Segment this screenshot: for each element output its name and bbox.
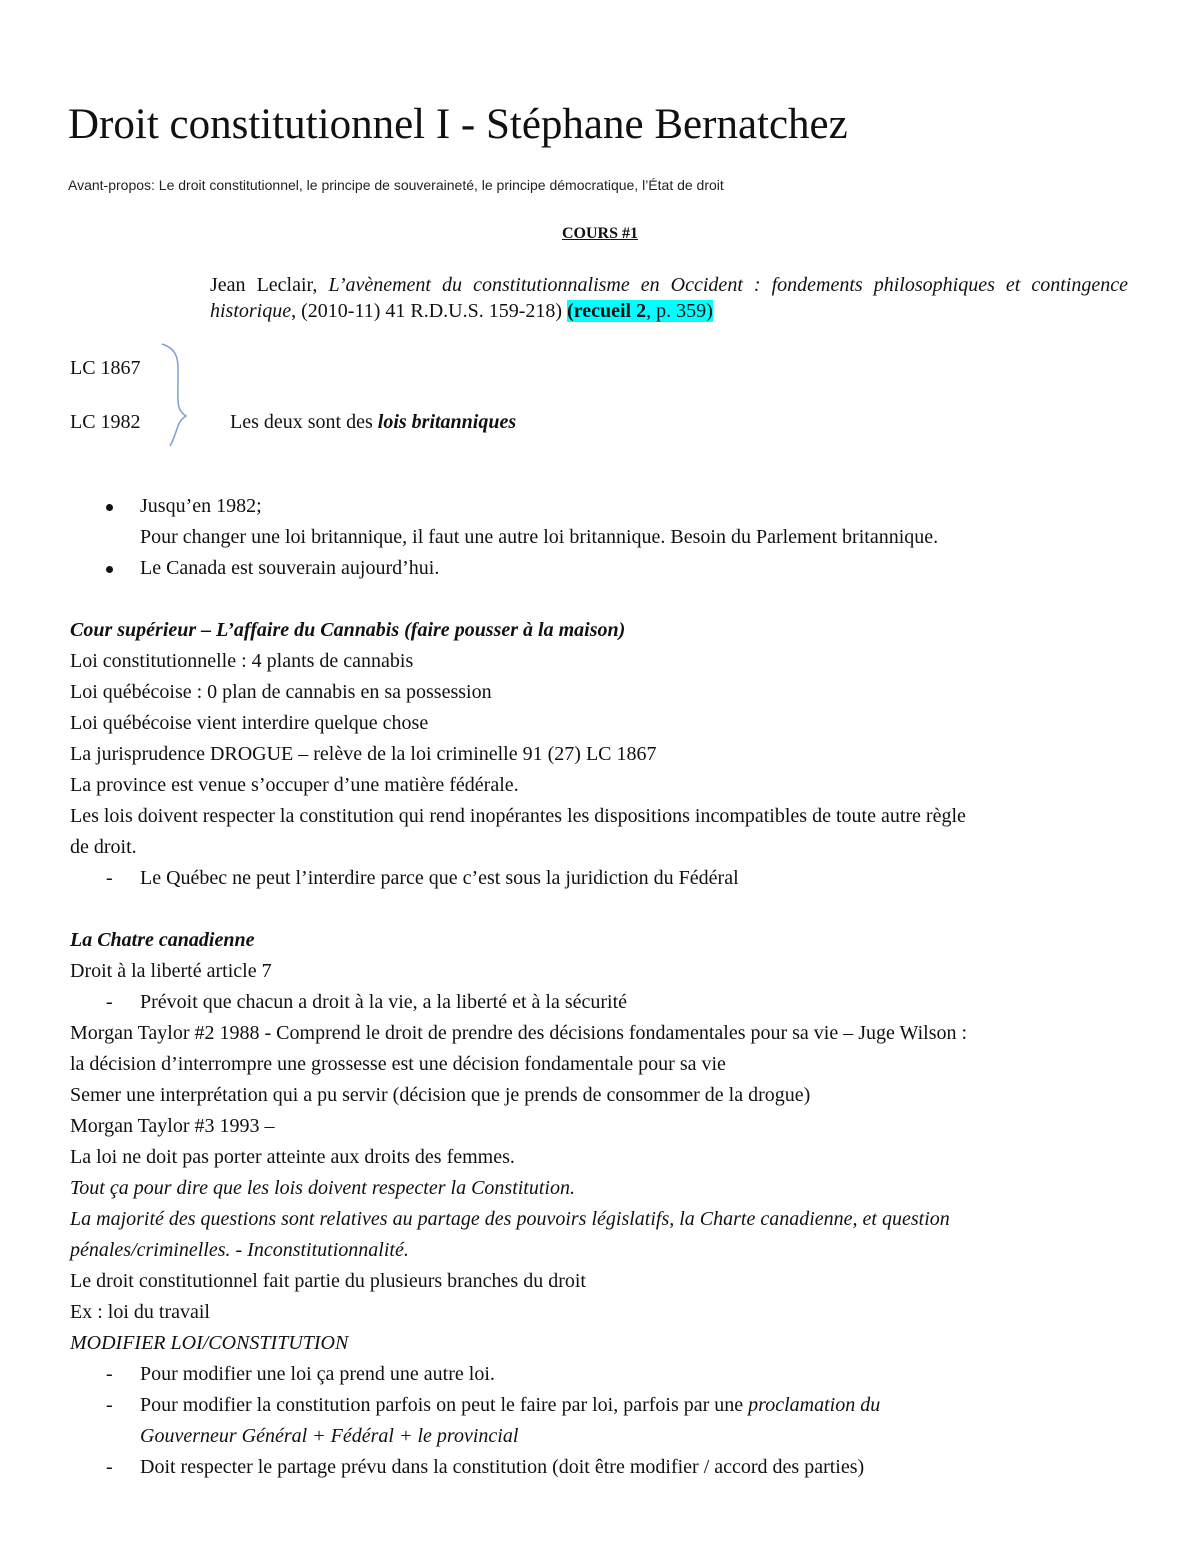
dash-item: Doit respecter le partage prévu dans la constitution (doit être modifier / accord des parties) (140, 1456, 865, 1478)
reference-citation (210, 272, 1128, 324)
dash-marker: - (106, 991, 113, 1013)
text-line: Ex : loi du travail (70, 1301, 210, 1323)
ref-work: L’avènement du constitutionnalisme en Occident : fondements philosophiques et contingence historique (210, 274, 1128, 322)
bullet-continuation: Pour changer une loi britannique, il faut une autre loi britannique. Besoin du Parlement britannique. (140, 526, 939, 548)
text-line: de droit. (70, 836, 137, 858)
heading-charte: La Chatre canadienne (70, 929, 255, 951)
dash-item-continuation: Gouverneur Général + Fédéral + le provincial (140, 1425, 519, 1447)
bullet-jusqu-en-1982: Jusqu’en 1982; (140, 495, 262, 517)
bullet-icon (106, 566, 113, 573)
heading-cannabis: Cour supérieur – L’affaire du Cannabis (faire pousser à la maison) (70, 619, 626, 641)
dash-item: Pour modifier la constitution parfois on peut le faire par loi, parfois par une proclamation du (140, 1394, 881, 1416)
dash-item: Le Québec ne peut l’interdire parce que c’est sous la juridiction du Fédéral (140, 867, 739, 889)
ref-author: Jean Leclair, (210, 274, 329, 296)
ref-citation: , (2010-11) 41 R.D.U.S. 159-218) (291, 300, 568, 322)
dash-marker: - (106, 1363, 113, 1385)
text-line: Le droit constitutionnel fait partie du plusieurs branches du droit (70, 1270, 586, 1292)
lc-1982: LC 1982 (70, 411, 141, 433)
text-line: Loi constitutionnelle : 4 plants de cannabis (70, 650, 414, 672)
dash-marker: - (106, 1394, 113, 1416)
dash-marker: - (106, 1456, 113, 1478)
bullet-canada-souverain: Le Canada est souverain aujourd’hui. (140, 557, 440, 579)
ref-recueil-highlight: (recueil 2, p. 359) (567, 300, 713, 322)
text-line: Loi québécoise vient interdire quelque chose (70, 712, 429, 734)
italic-line: pénales/criminelles. - Inconstitutionnalité. (70, 1239, 409, 1261)
text-line: Loi québécoise : 0 plan de cannabis en sa possession (70, 681, 492, 703)
lc-1867: LC 1867 (70, 357, 141, 379)
text-line: la décision d’interrompre une grossesse est une décision fondamentale pour sa vie (70, 1053, 726, 1075)
dash-marker: - (106, 867, 113, 889)
text-line: La loi ne doit pas porter atteinte aux droits des femmes. (70, 1146, 515, 1168)
section-heading-cours: COURS #1 (561, 225, 638, 242)
text-line: Semer une interprétation qui a pu servir (décision que je prends de consommer de la drogue) (70, 1084, 811, 1106)
italic-line: La majorité des questions sont relatives au partage des pouvoirs législatifs, la Charte canadienne, et question (70, 1208, 950, 1230)
brace-icon (160, 342, 190, 452)
text-line: Les lois doivent respecter la constitution qui rend inopérantes les dispositions incompatibles de toute autre règle (70, 805, 966, 827)
heading-modifier: MODIFIER LOI/CONSTITUTION (70, 1332, 349, 1354)
dash-item: Prévoit que chacun a droit à la vie, a la liberté et à la sécurité (140, 991, 628, 1013)
text-line: La province est venue s’occuper d’une matière fédérale. (70, 774, 519, 796)
text-line: Morgan Taylor #2 1988 - Comprend le droit de prendre des décisions fondamentales pour sa vie – Juge Wilson : (70, 1022, 968, 1044)
text-line: Droit à la liberté article 7 (70, 960, 272, 982)
bullet-icon (106, 504, 113, 511)
text-line: Morgan Taylor #3 1993 – (70, 1115, 275, 1137)
italic-line: Tout ça pour dire que les lois doivent respecter la Constitution. (70, 1177, 575, 1199)
dash-item: Pour modifier une loi ça prend une autre loi. (140, 1363, 495, 1385)
text-line: La jurisprudence DROGUE – relève de la loi criminelle 91 (27) LC 1867 (70, 743, 657, 765)
subtitle: Avant-propos: Le droit constitutionnel, le principe de souveraineté, le principe démocratique, l’État de droit (68, 177, 724, 193)
document-title: Droit constitutionnel I - Stéphane Bernatchez (68, 101, 848, 148)
lois-britanniques-note: Les deux sont des lois britanniques (230, 411, 517, 433)
